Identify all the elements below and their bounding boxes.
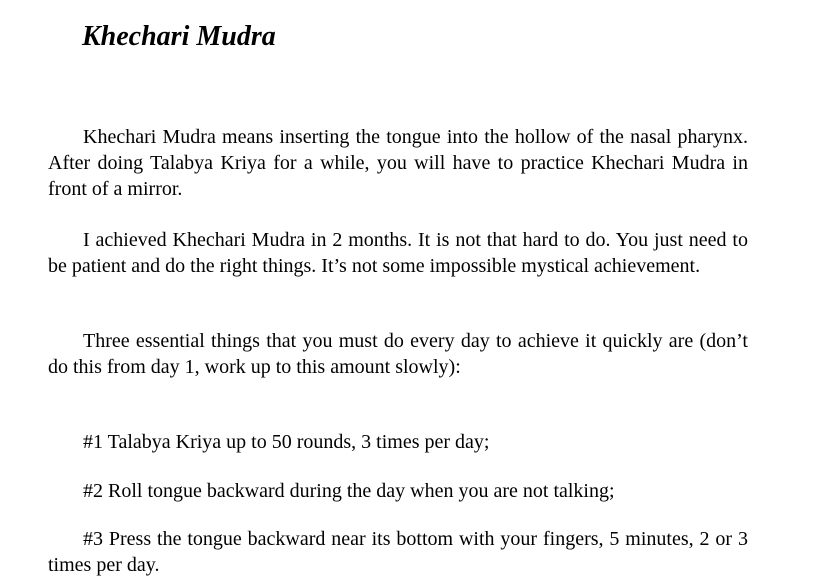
list-item: #1 Talabya Kriya up to 50 rounds, 3 times per day; (83, 431, 490, 453)
paragraph-definition: Khechari Mudra means inserting the tongue into the hollow of the nasal pharynx. After doing Talabya Kriya for a while, you will have to practice Khechari Mudra in front of a mirror. (48, 126, 748, 200)
page-title: Khechari Mudra (82, 21, 276, 52)
list-item: #2 Roll tongue backward during the day when you are not talking; (83, 480, 615, 502)
paragraph-essentials-intro: Three essential things that you must do every day to achieve it quickly are (don’t do this from day 1, work up to this amount slowly): (48, 330, 748, 378)
paragraph-experience: I achieved Khechari Mudra in 2 months. It is not that hard to do. You just need to be patient and do the right things. It’s not some impossible mystical achievement. (48, 229, 748, 277)
list-item: #3 Press the tongue backward near its bottom with your fingers, 5 minutes, 2 or 3 times per day. (48, 528, 748, 576)
